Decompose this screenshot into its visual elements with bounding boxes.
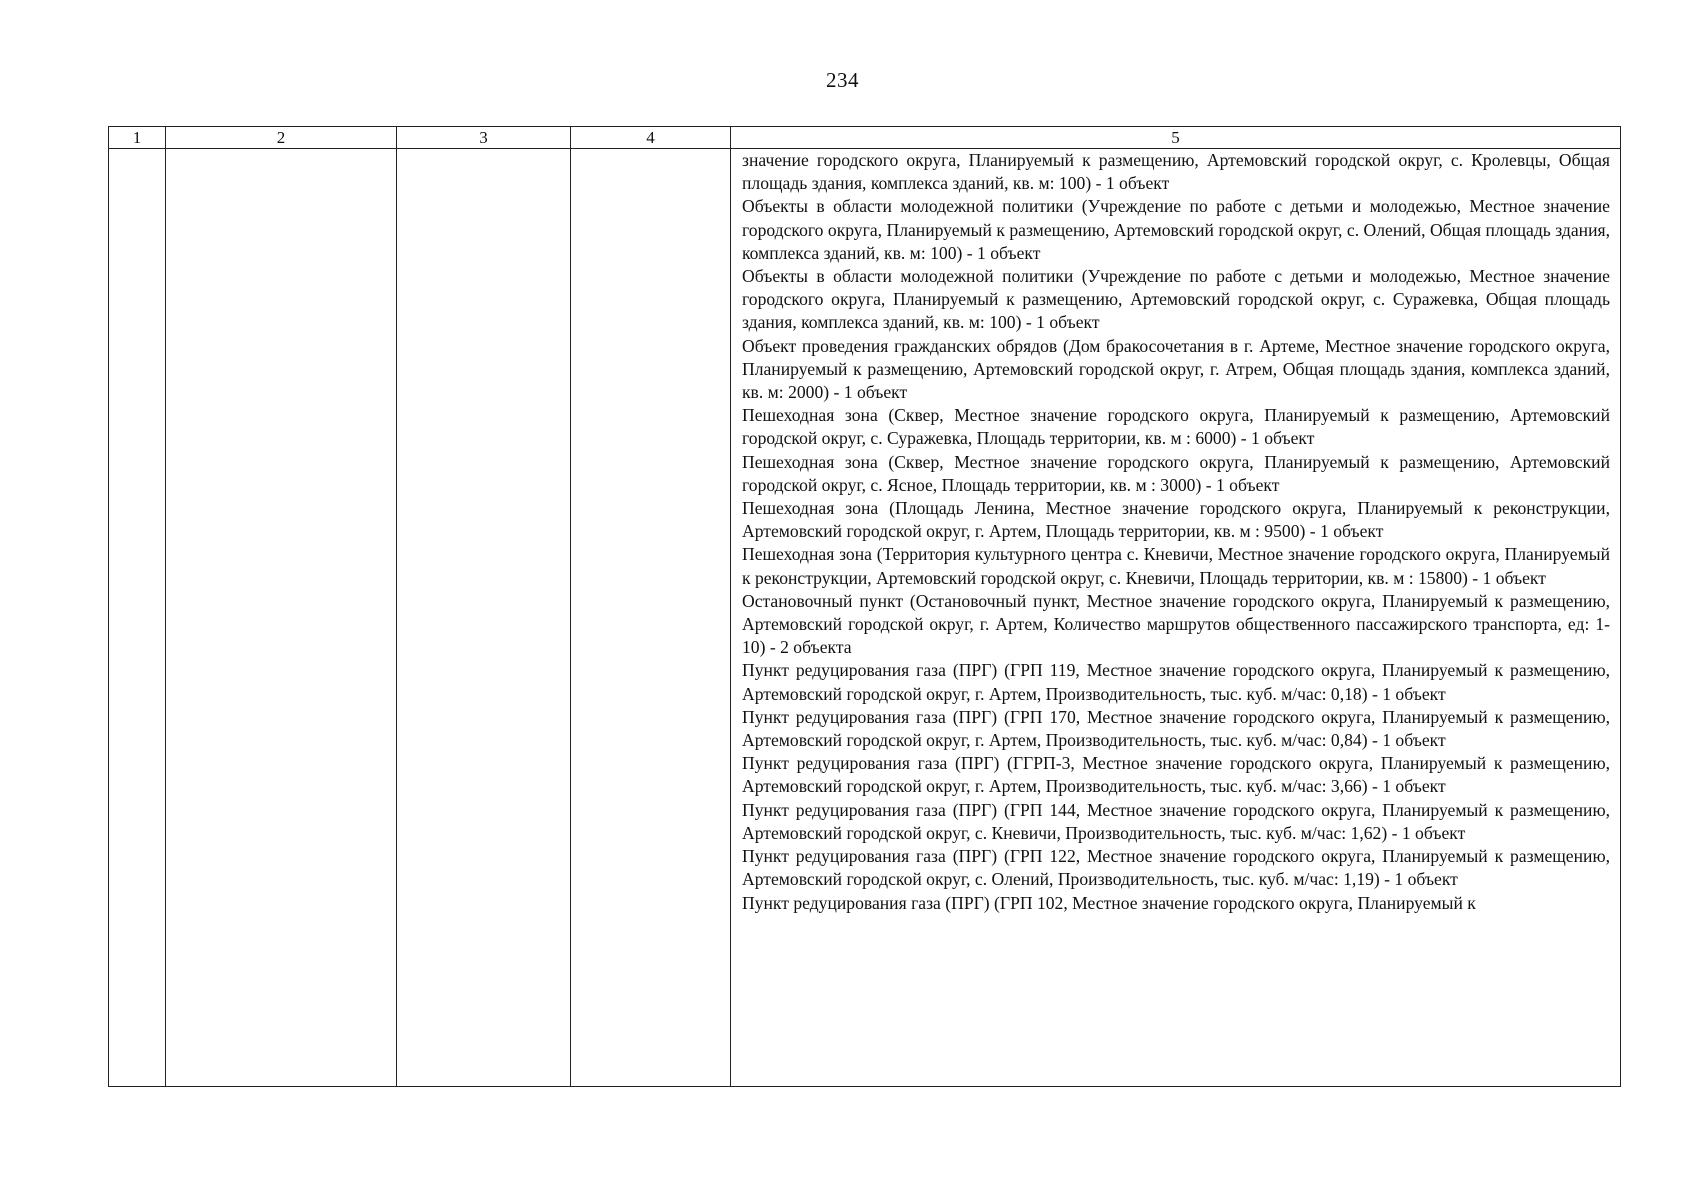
- cell-col-2: [166, 149, 397, 1087]
- column-header-5: 5: [731, 127, 1621, 149]
- list-item-continued: Пункт редуцирования газа (ПРГ) (ГРП 102, Местное значение городского округа, Планируемый к: [742, 892, 1476, 913]
- list-item: Пешеходная зона (Сквер, Местное значение городского округа, Планируемый к размещению, Артемовский городской округ, с. Суражевка, Площадь территории, кв. м : 6000) - 1 объект: [742, 405, 1610, 449]
- header-row: [109, 127, 1621, 149]
- column-header-1: 1: [109, 127, 166, 149]
- list-item: Пункт редуцирования газа (ПРГ) (ГРП 144, Местное значение городского округа, Планируемый к размещению, Артемовский городской округ, с. Кневичи, Производительность, тыс. куб. м/час: 1,62) - 1 объект: [742, 799, 1610, 843]
- list-item: Объекты в области молодежной политики (Учреждение по работе с детьми и молодежью, Местное значение городского округа, Планируемый к размещению, Артемовский городской округ, с. Олений, Общая площадь здания, комплекса зданий, кв. м: 100) - 1 объект: [742, 196, 1610, 263]
- cell-col-1: [109, 149, 166, 1087]
- column-header-4: 4: [571, 127, 731, 149]
- cell-col-4: [571, 149, 731, 1087]
- list-item: Остановочный пункт (Остановочный пункт, Местное значение городского округа, Планируемый к размещению, Артемовский городской округ, г. Артем, Количество маршрутов общественного пассажирского транспорта, ед: 1-10) - 2 объекта: [742, 590, 1610, 658]
- cell-col-5: [731, 149, 1621, 1087]
- table-row: [109, 149, 1621, 1087]
- list-item: значение городского округа, Планируемый к размещению, Артемовский городской округ, с. Кролевцы, Общая площадь здания, комплекса зданий, кв. м: 100) - 1 объект: [742, 150, 1610, 194]
- list-item: Пункт редуцирования газа (ПРГ) (ГГРП-3, Местное значение городского округа, Планируемый к размещению, Артемовский городской округ, г. Артем, Производительность, тыс. куб. м/час: 3,66) - 1 объект: [742, 753, 1610, 797]
- column-header-3: 3: [397, 127, 571, 149]
- list-item: Пункт редуцирования газа (ПРГ) (ГРП 122, Местное значение городского округа, Планируемый к размещению, Артемовский городской округ, с. Олений, Производительность, тыс. куб. м/час: 1,19) - 1 объект: [742, 846, 1610, 890]
- list-item: Объекты в области молодежной политики (Учреждение по работе с детьми и молодежью, Местное значение городского округа, Планируемый к размещению, Артемовский городской округ, с. Суражевка, Общая площадь здания, комплекса зданий, кв. м: 100) - 1 объект: [742, 266, 1610, 333]
- list-item: Пешеходная зона (Сквер, Местное значение городского округа, Планируемый к размещению, Артемовский городской округ, с. Ясное, Площадь территории, кв. м : 3000) - 1 объект: [742, 451, 1610, 495]
- list-item: Пункт редуцирования газа (ПРГ) (ГРП 119, Местное значение городского округа, Планируемый к размещению, Артемовский городской округ, г. Артем, Производительность, тыс. куб. м/час: 0,18) - 1 объект: [742, 660, 1610, 704]
- objects-table: [108, 126, 1621, 1087]
- list-item: Пешеходная зона (Территория культурного центра с. Кневичи, Местное значение городского округа, Планируемый к реконструкции, Артемовский городской округ, с. Кневичи, Площадь территории, кв. м : 15800) - 1 объект: [742, 544, 1610, 588]
- column-header-2: 2: [166, 127, 397, 149]
- list-item: Пункт редуцирования газа (ПРГ) (ГРП 170, Местное значение городского округа, Планируемый к размещению, Артемовский городской округ, г. Артем, Производительность, тыс. куб. м/час: 0,84) - 1 объект: [742, 706, 1610, 751]
- cell-col-3: [397, 149, 571, 1087]
- page-number: 234: [826, 68, 859, 92]
- list-item: Объект проведения гражданских обрядов (Дом бракосочетания в г. Артеме, Местное значение городского округа, Планируемый к размещению, Артемовский городской округ, г. Атрем, Общая площадь здания, комплекса зданий, кв. м: 2000) - 1 объект: [742, 335, 1610, 403]
- list-item: Пешеходная зона (Площадь Ленина, Местное значение городского округа, Планируемый к реконструкции, Артемовский городской округ, г. Артем, Площадь территории, кв. м : 9500) - 1 объект: [742, 498, 1610, 542]
